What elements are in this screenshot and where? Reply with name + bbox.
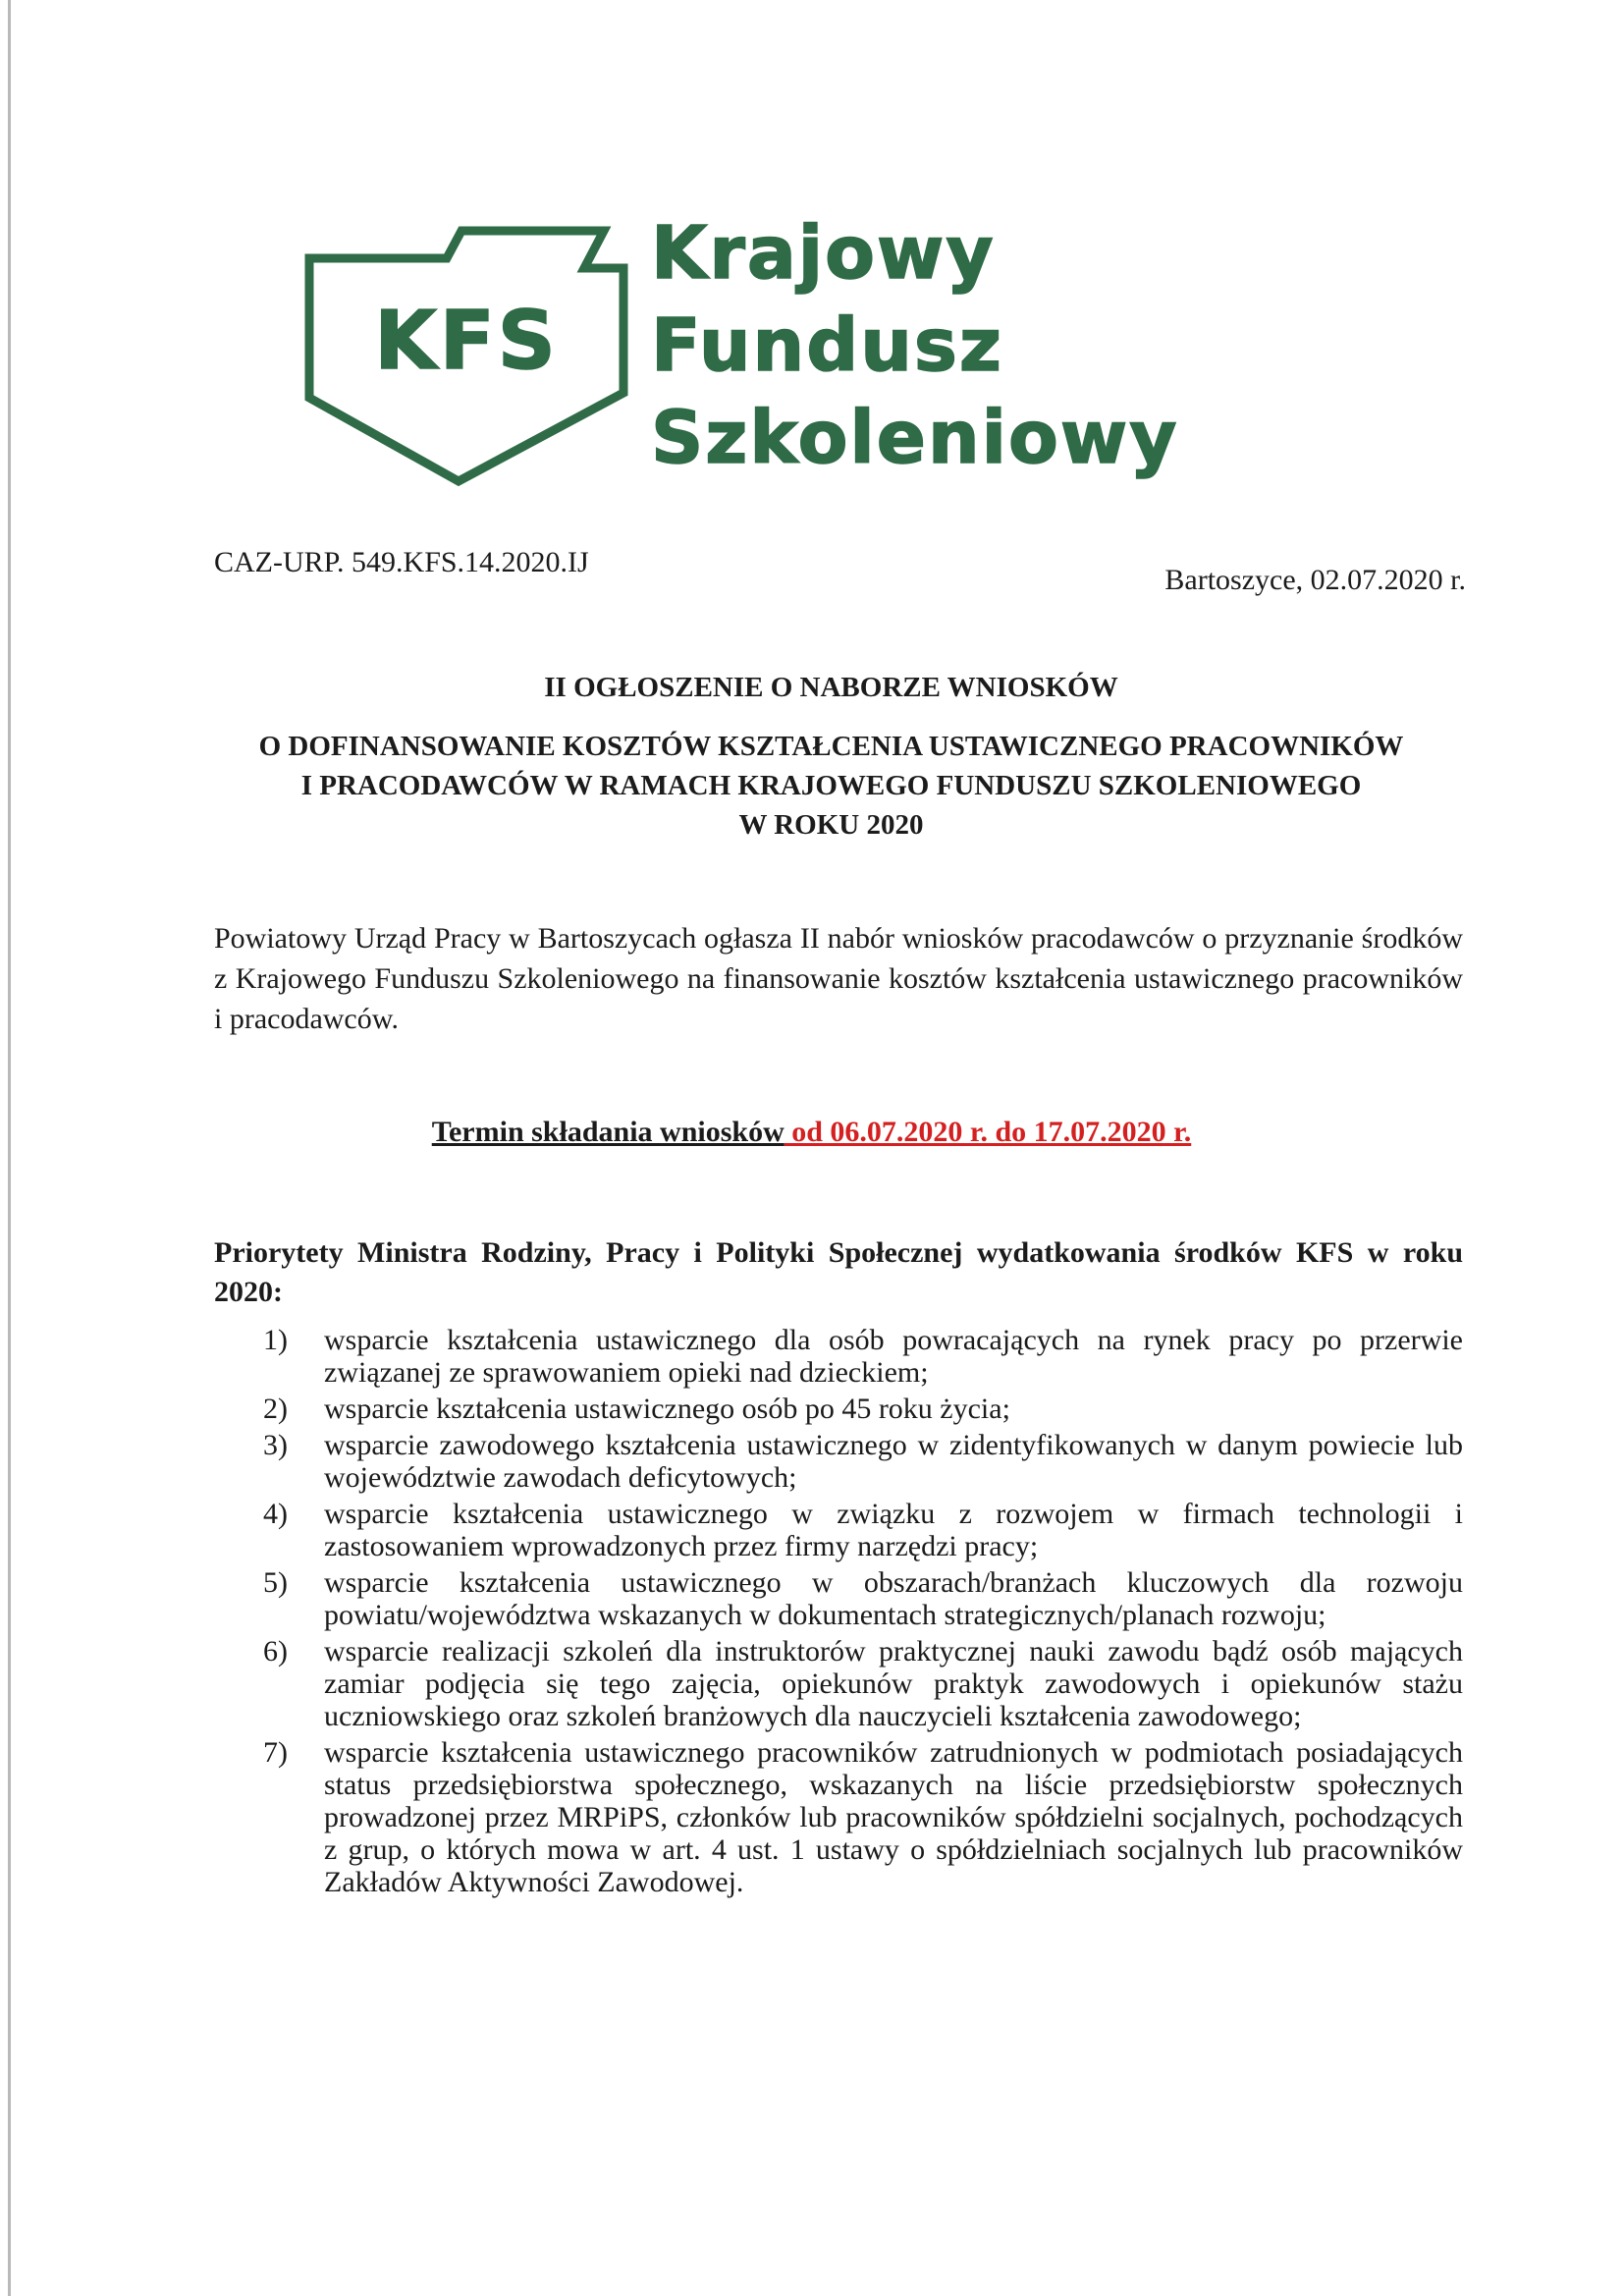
logo-abbr: KFS	[374, 295, 559, 388]
list-item-number: 7)	[263, 1736, 288, 1769]
announcement-title	[196, 668, 1466, 845]
title-line-2: O DOFINANSOWANIE KOSZTÓW KSZTAŁCENIA USTAWICZNEGO PRACOWNIKÓW	[258, 731, 1404, 762]
list-item	[263, 1324, 1463, 1389]
logo-line2: Fundusz	[651, 303, 1003, 388]
term-label: Termin składania wniosków	[431, 1116, 784, 1148]
list-item	[263, 1393, 1463, 1425]
intro-paragraph: Powiatowy Urząd Pracy w Bartoszycach ogłasza II nabór wniosków pracodawców o przyznanie środków z Krajowego Funduszu Szkoleniowego na finansowanie kosztów kształcenia ustawicznego pracowników i pracodawców.	[214, 922, 1463, 1035]
list-item	[263, 1566, 1463, 1631]
place-date: Bartoszyce, 02.07.2020 r.	[1164, 564, 1466, 596]
list-item-number: 3)	[263, 1429, 288, 1461]
list-item-number: 2)	[263, 1393, 288, 1425]
list-item-text: wsparcie kształcenia ustawicznego dla osób powracających na rynek pracy po przerwie związanej ze sprawowaniem opieki nad dzieckiem;	[324, 1324, 1463, 1389]
list-item-number: 1)	[263, 1324, 288, 1356]
logo-line3: Szkoleniowy	[651, 396, 1179, 480]
term-range: od 06.07.2020 r. do 17.07.2020 r.	[784, 1116, 1192, 1148]
title-line-4: W ROKU 2020	[738, 809, 924, 841]
document-reference: CAZ-URP. 549.KFS.14.2020.IJ	[214, 546, 589, 578]
list-item-text: wsparcie kształcenia ustawicznego osób po 45 roku życia;	[324, 1393, 1010, 1425]
list-item	[263, 1498, 1463, 1562]
list-item	[263, 1635, 1463, 1732]
priorities-list	[263, 1324, 1463, 1902]
list-item-text: wsparcie kształcenia ustawicznego pracowników zatrudnionych w podmiotach posiadających status przedsiębiorstwa społecznego, wskazanych na liście przedsiębiorstw społecznych prowadzonej przez MRPiPS, członków lub pracowników spółdzielni socjalnych, pochodzących z grup, o których mowa w art. 4 ust. 1 ustawy o spółdzielniach socjalnych lub pracowników Zakładów Aktywności Zawodowej.	[324, 1736, 1463, 1898]
list-item-number: 4)	[263, 1498, 288, 1530]
list-item-text: wsparcie realizacji szkoleń dla instruktorów praktycznej nauki zawodu bądź osób mających zamiar podjęcia się tego zajęcia, opiekunów praktyk zawodowych i opiekunów stażu uczniowskiego oraz szkoleń branżowych dla nauczycieli kształcenia zawodowego;	[324, 1635, 1463, 1732]
title-line-1: II OGŁOSZENIE O NABORZE WNIOSKÓW	[544, 672, 1118, 703]
submission-term	[0, 1116, 1623, 1149]
list-item	[263, 1429, 1463, 1494]
list-item-text: wsparcie zawodowego kształcenia ustawicznego w zidentyfikowanych w danym powiecie lub województwie zawodach deficytowych;	[324, 1429, 1463, 1494]
list-item-text: wsparcie kształcenia ustawicznego w związku z rozwojem w firmach technologii i zastosowaniem wprowadzonych przez firmy narzędzi pracy;	[324, 1498, 1463, 1562]
list-item-number: 5)	[263, 1566, 288, 1599]
list-item	[263, 1736, 1463, 1898]
list-item-number: 6)	[263, 1635, 288, 1667]
priorities-heading: Priorytety Ministra Rodziny, Pracy i Polityki Społecznej wydatkowania środków KFS w roku 2020:	[214, 1236, 1463, 1308]
kfs-logo	[299, 221, 1301, 486]
logo-line1: Krajowy	[651, 221, 996, 296]
title-line-3: I PRACODAWCÓW W RAMACH KRAJOWEGO FUNDUSZU SZKOLENIOWEGO	[300, 770, 1362, 801]
list-item-text: wsparcie kształcenia ustawicznego w obszarach/branżach kluczowych dla rozwoju powiatu/województwa wskazanych w dokumentach strategicznych/planach rozwoju;	[324, 1566, 1463, 1631]
